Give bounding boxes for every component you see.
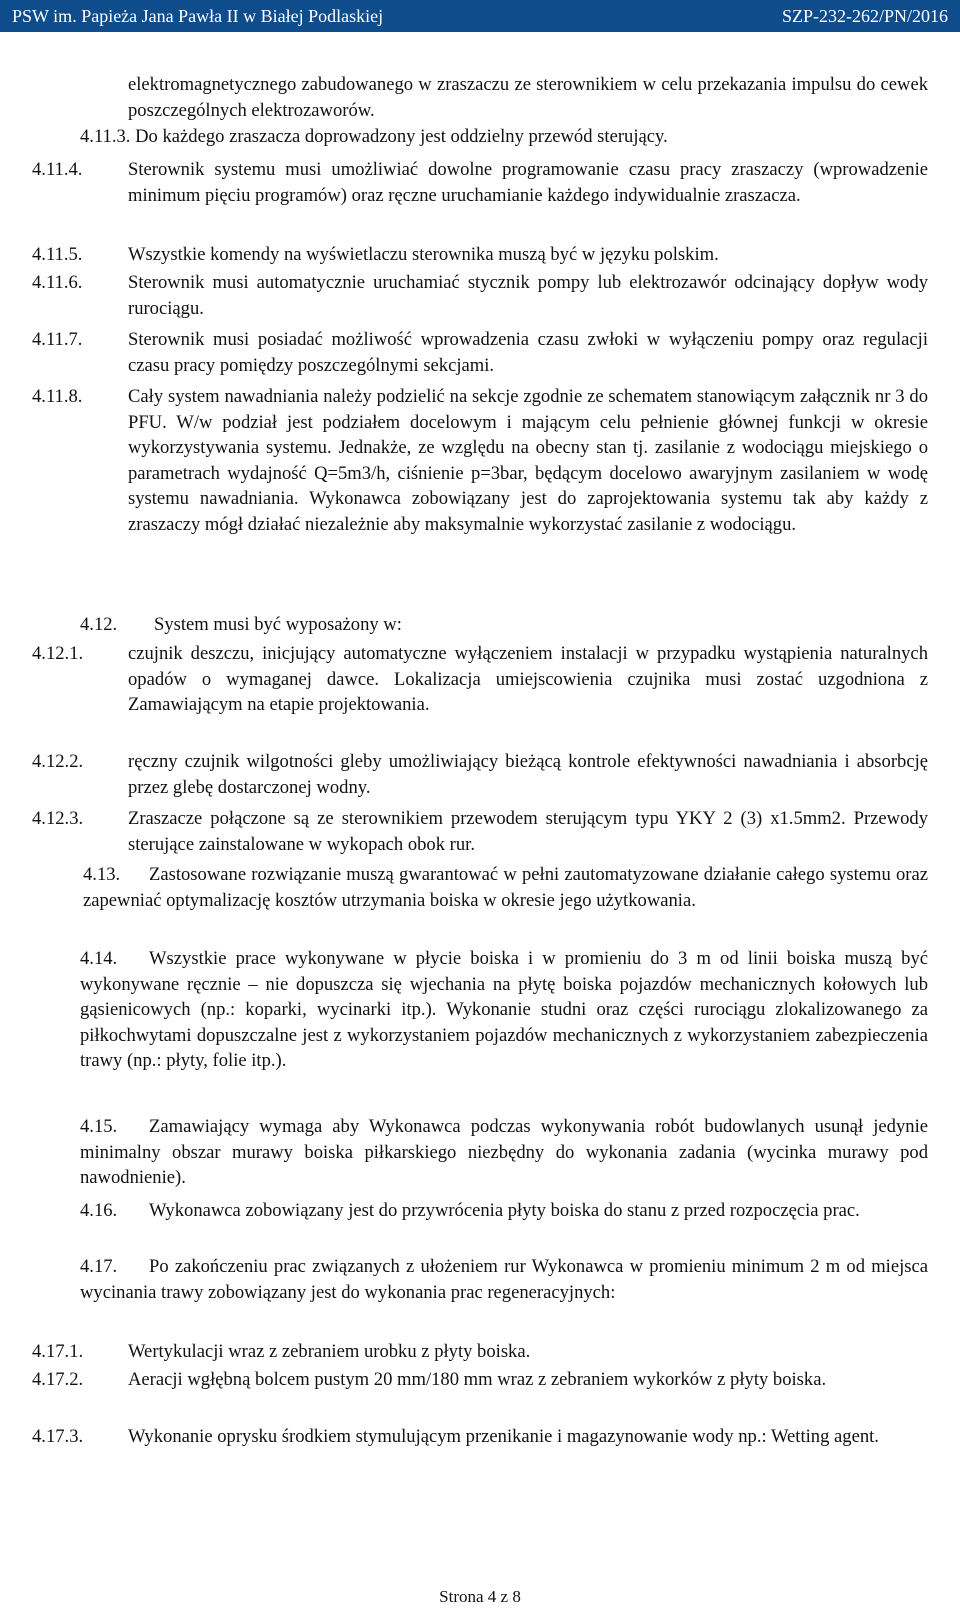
item-number: 4.17.1. <box>32 1341 84 1362</box>
item-4-12-2 <box>32 749 928 800</box>
page-header <box>0 0 960 32</box>
section-number: 4.17. <box>80 1256 118 1277</box>
section-text: Po zakończeniu prac związanych z ułożeniem rur Wykonawca w promieniu minimum 2 m od miejsca wycinania trawy zobowiązany jest do wykonania prac regeneracyjnych: <box>80 1256 928 1303</box>
section-4-15 <box>80 1114 928 1191</box>
section-4-14 <box>80 946 928 1074</box>
item-4-11-5 <box>32 242 928 268</box>
item-text: Wszystkie komendy na wyświetlaczu sterownika muszą być w języku polskim. <box>128 244 719 265</box>
paragraph-continuation: elektromagnetycznego zabudowanego w zraszaczu ze sterownikiem w celu przekazania impulsu do cewek poszczególnych elektrozaworów. <box>128 74 928 121</box>
page-footer <box>0 1587 960 1607</box>
section-number: 4.16. <box>80 1200 118 1221</box>
item-text: Do każdego zraszacza doprowadzony jest oddzielny przewód sterujący. <box>135 126 668 147</box>
section-text: Wykonawca zobowiązany jest do przywrócenia płyty boiska do stanu z przed rozpoczęcia prac. <box>149 1200 860 1221</box>
item-4-12-1 <box>32 641 928 718</box>
item-text: Wertykulacji wraz z zebraniem urobku z płyty boiska. <box>128 1341 531 1362</box>
item-text: Sterownik musi automatycznie uruchamiać stycznik pompy lub elektrozawór odcinający dopływ wody rurociągu. <box>128 272 928 319</box>
section-number: 4.15. <box>80 1116 118 1137</box>
item-number: 4.17.3. <box>32 1426 84 1447</box>
item-4-17-2 <box>32 1367 928 1393</box>
item-text: Wykonanie oprysku środkiem stymulującym przenikanie i magazynowanie wody np.: Wetting agent. <box>128 1426 879 1447</box>
item-number: 4.12.1. <box>32 643 84 664</box>
item-text: Zraszacze połączone są ze sterownikiem przewodem sterującym typu YKY 2 (3) x1.5mm2. Przewody sterujące zainstalowane w wykopach obok rur. <box>128 808 928 855</box>
item-number: 4.12.3. <box>32 808 84 829</box>
item-number: 4.11.6. <box>32 272 83 293</box>
item-text: Cały system nawadniania należy podzielić na sekcje zgodnie ze schematem stanowiącym załącznik nr 3 do PFU. W/w podział jest podziałem docelowym i mającym celu pełnienie głównej funkcji w okresie wykorzystywania systemu. Jednakże, ze względu na obecny stan tj. zasilanie z wodociągu miejskiego o parametrach wydajność Q=5m3/h, ciśnienie p=3bar, będącym docelowo awaryjnym zasilaniem w wodę systemu nawadniania. Wykonawca zobowiązany jest do zaprojektowania systemu tak aby każdy z zraszaczy mógł działać niezależnie aby maksymalnie wykorzystać zasilanie z wodociągu. <box>128 386 928 535</box>
item-4-17-3 <box>32 1424 928 1450</box>
section-text: Zastosowane rozwiązanie muszą gwarantować w pełni zautomatyzowane działanie całego systemu oraz zapewniać optymalizację kosztów utrzymania boiska w okresie jego użytkowania. <box>83 864 928 911</box>
item-text: czujnik deszczu, inicjujący automatyczne wyłączeniem instalacji w przypadku wystąpienia naturalnych opadów o wymaganej dawce. Lokalizacja umiejscowienia czujnika musi zostać uzgodniona z Zamawiającym na etapie projektowania. <box>128 643 928 715</box>
item-4-11-8 <box>32 384 928 537</box>
item-4-11-6 <box>32 270 928 321</box>
section-number: 4.12. <box>80 614 118 635</box>
item-text: Aeracji wgłębną bolcem pustym 20 mm/180 mm wraz z zebraniem wykorków z płyty boiska. <box>128 1369 827 1390</box>
section-4-13 <box>80 862 928 913</box>
header-reference: SZP-232-262/PN/2016 <box>781 5 948 26</box>
item-text: Sterownik systemu musi umożliwiać dowolne programowanie czasu pracy zraszaczy (wprowadzenie minimum pięciu programów) oraz ręczne uruchamianie każdego indywidualnie zraszacza. <box>128 159 928 206</box>
item-text: Sterownik musi posiadać możliwość wprowadzenia czasu zwłoki w wyłączeniu pompy oraz regulacji czasu pracy pomiędzy poszczególnymi sekcjami. <box>128 329 928 376</box>
section-title: System musi być wyposażony w: <box>154 614 402 635</box>
section-text: Wszystkie prace wykonywane w płycie boiska i w promieniu do 3 m od linii boiska muszą być wykonywane ręcznie – nie dopuszcza się wjechania na płytę boiska pojazdów mechanicznych kołowych lub gąsienicowych (np.: koparki, wycinarki itp.). Wykonanie studni oraz części rurociągu zlokalizowanego za piłkochwytami dopuszczalne jest z wykorzystaniem pojazdów mechanicznych z wykorzystaniem zabezpieczenia trawy (np.: płyty, folie itp.). <box>80 948 928 1071</box>
section-number: 4.13. <box>83 864 121 885</box>
section-number: 4.14. <box>80 948 118 969</box>
item-number: 4.11.7. <box>32 329 83 350</box>
item-number: 4.11.5. <box>32 244 83 265</box>
item-number: 4.17.2. <box>32 1369 84 1390</box>
item-4-11-4 <box>32 157 928 208</box>
item-4-11-7 <box>32 327 928 378</box>
section-4-17 <box>80 1254 928 1305</box>
item-number: 4.11.3. <box>80 126 131 147</box>
item-text: ręczny czujnik wilgotności gleby umożliwiający bieżącą kontrole efektywności nawadniania i absorbcję przez glebę dostarczonej wodny. <box>128 751 928 798</box>
item-number: 4.12.2. <box>32 751 84 772</box>
section-4-12 <box>80 612 928 638</box>
page-number: Strona 4 z 8 <box>439 1587 521 1606</box>
item-4-12-3 <box>32 806 928 857</box>
item-number: 4.11.8. <box>32 386 83 407</box>
section-4-16 <box>80 1198 928 1224</box>
item-4-17-1 <box>32 1339 928 1365</box>
section-text: Zamawiający wymaga aby Wykonawca podczas wykonywania robót budowlanych usunął jedynie minimalny obszar murawy boiska piłkarskiego niezbędny do wykonania zadania (wycinka murawy pod nawodnienie). <box>80 1116 928 1188</box>
header-institution: PSW im. Papieża Jana Pawła II w Białej Podlaskiej <box>12 5 384 26</box>
item-4-11-3 <box>80 124 928 150</box>
item-number: 4.11.4. <box>32 159 83 180</box>
